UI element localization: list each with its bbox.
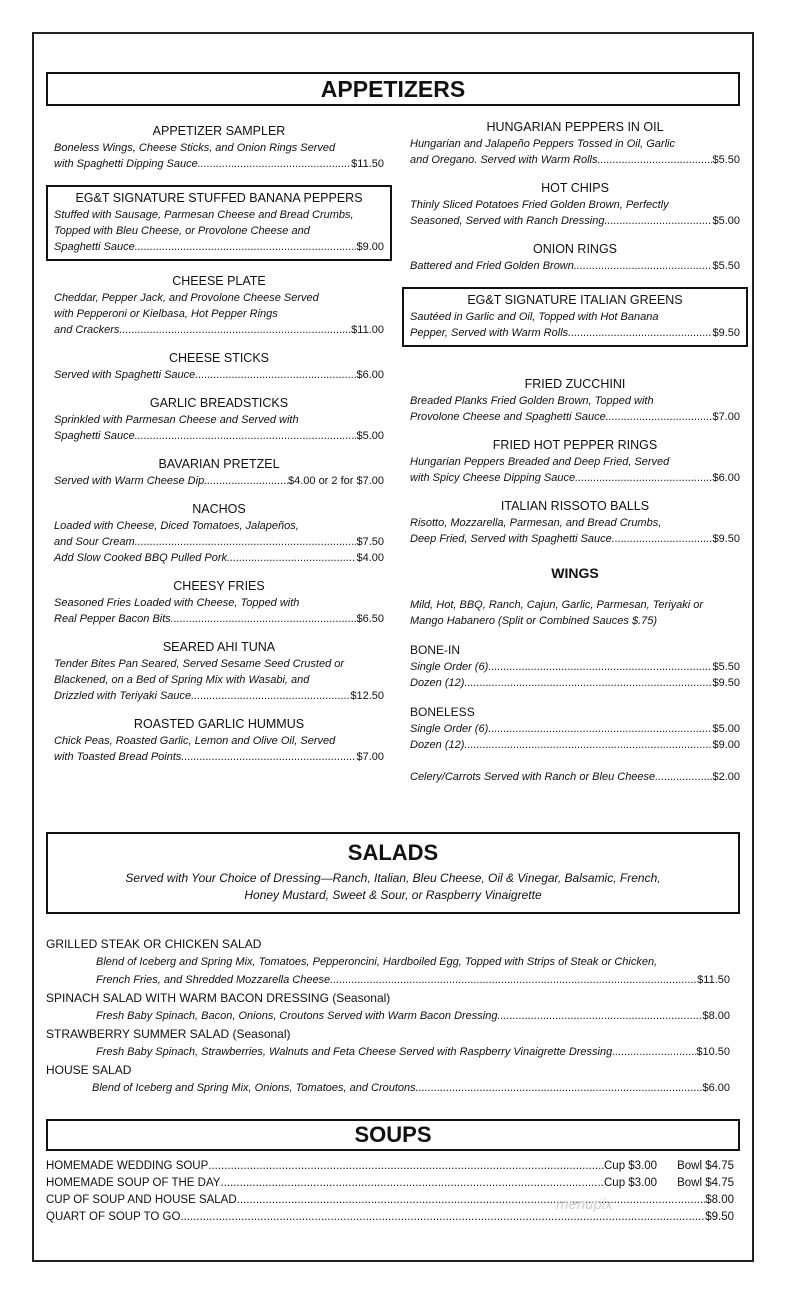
soup-price: $9.50	[705, 1211, 734, 1223]
item-name: ROASTED GARLIC HUMMUS	[133, 717, 305, 731]
item-name: HUNGARIAN PEPPERS IN OIL	[486, 120, 664, 134]
item-desc: Real Pepper Bacon Bits	[54, 613, 171, 625]
item-name: CHEESE PLATE	[172, 274, 266, 288]
item-desc: Thinly Sliced Potatoes Fried Golden Brown, Perfectly	[410, 199, 669, 211]
item-name: APPETIZER SAMPLER	[152, 124, 286, 138]
item-name: BAVARIAN PRETZEL	[158, 457, 280, 471]
menu-item-stuffed-banana-peppers	[46, 185, 392, 261]
salad-name: HOUSE SALAD	[46, 1063, 132, 1077]
item-price: $9.50	[712, 327, 740, 339]
menu-item-hot-chips	[410, 181, 740, 229]
item-desc: Blackened, on a Bed of Spring Mix with Wasabi, and	[54, 674, 310, 686]
appetizers-right-column	[410, 120, 740, 785]
menu-item-hungarian-peppers	[410, 120, 740, 168]
item-desc: Seasoned Fries Loaded with Cheese, Topped with	[54, 597, 300, 609]
item-price: $6.00	[356, 369, 384, 381]
menu-item-cheese-sticks	[54, 351, 384, 383]
soup-row	[46, 1209, 734, 1226]
item-price: $5.50	[712, 154, 740, 166]
salad-item	[46, 1025, 730, 1061]
salad-price: .$6.00	[699, 1082, 730, 1094]
soup-name: QUART OF SOUP TO GO	[46, 1211, 181, 1223]
item-desc: Seasoned, Served with Ranch Dressing	[410, 215, 605, 227]
item-price: $7.00	[356, 751, 384, 763]
salad-price: $8.00	[702, 1010, 730, 1022]
item-desc: with Spaghetti Dipping Sauce	[54, 158, 198, 170]
item-price: $5.00	[712, 215, 740, 227]
salad-name: GRILLED STEAK OR CHICKEN SALAD	[46, 937, 262, 951]
item-desc: Risotto, Mozzarella, Parmesan, and Bread Crumbs,	[410, 517, 662, 529]
item-desc: Sautéed in Garlic and Oil, Topped with Hot Banana	[410, 311, 659, 323]
item-desc: Spaghetti Sauce	[54, 241, 135, 253]
wings-sauces: Mango Habanero (Split or Combined Sauces $.75)	[410, 615, 658, 627]
salad-desc: Fresh Baby Spinach, Bacon, Onions, Croutons Served with Warm Bacon Dressing	[96, 1010, 498, 1022]
soups-header: SOUPS	[46, 1119, 740, 1151]
item-name: CHEESY FRIES	[173, 579, 265, 593]
item-desc: Cheddar, Pepper Jack, and Provolone Cheese Served	[54, 292, 319, 304]
soup-row	[46, 1192, 734, 1209]
item-desc: with Toasted Bread Points	[54, 751, 182, 763]
salad-name: SPINACH SALAD WITH WARM BACON DRESSING (Seasonal)	[46, 991, 391, 1005]
watermark: menupix	[556, 1196, 613, 1213]
item-name: ONION RINGS	[532, 242, 618, 256]
salad-item	[46, 1061, 730, 1097]
wings-title: WINGS	[551, 565, 599, 581]
salad-name: STRAWBERRY SUMMER SALAD (Seasonal)	[46, 1027, 291, 1041]
item-name: NACHOS	[192, 502, 246, 516]
item-desc: Sprinkled with Parmesan Cheese and Served with	[54, 414, 299, 426]
item-desc: Pepper, Served with Warm Rolls	[410, 327, 569, 339]
menu-item-fried-hot-pepper-rings	[410, 438, 740, 486]
item-desc: Hungarian Peppers Breaded and Deep Fried, Served	[410, 456, 670, 468]
menu-item-cheesy-fries	[54, 579, 384, 627]
item-desc: Tender Bites Pan Seared, Served Sesame Seed Crusted or	[54, 658, 345, 670]
item-name: FRIED ZUCCHINI	[524, 377, 626, 391]
wings-option: Dozen (12).	[410, 739, 468, 751]
wings-side: Celery/Carrots Served with Ranch or Bleu Cheese	[410, 771, 656, 783]
item-price: $5.00	[712, 723, 740, 735]
wings-boneless-heading: BONELESS	[410, 705, 475, 719]
salad-price: $11.50	[697, 974, 730, 986]
item-price: $11.50	[351, 158, 384, 170]
item-price: $7.00	[712, 411, 740, 423]
item-price: $5.50	[712, 260, 740, 272]
salad-desc: French Fries, and Shredded Mozzarella Cheese	[96, 974, 331, 986]
item-price: $11.00	[351, 324, 384, 336]
menu-item-roasted-garlic-hummus	[54, 717, 384, 765]
item-desc: Deep Fried, Served with Spaghetti Sauce	[410, 533, 612, 545]
item-desc: Served with Warm Cheese Dip	[54, 475, 205, 487]
salad-item	[46, 935, 730, 989]
item-price: $5.50	[712, 661, 740, 673]
item-desc: Topped with Bleu Cheese, or Provolone Cheese and	[54, 225, 310, 237]
item-desc: Spaghetti Sauce	[54, 430, 135, 442]
item-price: $9.50	[712, 677, 740, 689]
item-desc: Stuffed with Sausage, Parmesan Cheese and Bread Crumbs,	[54, 209, 354, 221]
salads-header-box	[46, 832, 740, 914]
salad-desc: Fresh Baby Spinach, Strawberries, Walnuts and Feta Cheese Served with Raspberry Vinaigrette Dressing	[96, 1046, 613, 1058]
salad-desc: Blend of Iceberg and Spring Mix, Onions, Tomatoes, and Croutons	[92, 1082, 416, 1094]
item-name: GARLIC BREADSTICKS	[149, 396, 289, 410]
soup-name: HOMEMADE SOUP OF THE DAY	[46, 1177, 221, 1189]
menu-item-bavarian-pretzel	[54, 457, 384, 489]
salads-dressing-desc: Served with Your Choice of Dressing—Ranch, Italian, Bleu Cheese, Oil & Vinegar, Balsamic, French,	[125, 871, 661, 885]
item-price: $7.50	[356, 536, 384, 548]
item-name: EG&T SIGNATURE ITALIAN GREENS	[467, 293, 683, 307]
menu-item-onion-rings	[410, 242, 740, 274]
item-desc: Hungarian and Jalapeño Peppers Tossed in Oil, Garlic	[410, 138, 675, 150]
salads-title: SALADS	[347, 840, 439, 865]
soup-cup-price: Cup $3.00	[604, 1160, 658, 1172]
soup-bowl-price: Bowl $4.75	[677, 1177, 734, 1189]
salad-desc: Blend of Iceberg and Spring Mix, Tomatoes, Pepperoncini, Hardboiled Egg, Topped with Strips of Steak or Chicken,	[96, 956, 658, 968]
item-price: $4.00 or 2 for $7.00	[287, 475, 384, 487]
appetizers-left-column	[54, 124, 384, 778]
item-price: $9.50	[712, 533, 740, 545]
salad-item	[46, 989, 730, 1025]
item-desc: and Oregano. Served with Warm Rolls	[410, 154, 598, 166]
appetizers-header: APPETIZERS	[46, 72, 740, 106]
item-name: FRIED HOT PEPPER RINGS	[492, 438, 658, 452]
salads-dressing-desc: Honey Mustard, Sweet & Sour, or Raspberry Vinaigrette	[244, 888, 542, 902]
wings-sauces: Mild, Hot, BBQ, Ranch, Cajun, Garlic, Parmesan, Teriyaki or	[410, 599, 704, 611]
menu-item-fried-zucchini	[410, 377, 740, 425]
item-desc: Battered and Fried Golden Brown	[410, 260, 574, 272]
menu-item-appetizer-sampler	[54, 124, 384, 172]
item-name: EG&T SIGNATURE STUFFED BANANA PEPPERS	[75, 191, 363, 205]
soup-row	[46, 1158, 734, 1175]
item-desc: Loaded with Cheese, Diced Tomatoes, Jalapeños,	[54, 520, 299, 532]
item-desc: Drizzled with Teriyaki Sauce	[54, 690, 192, 702]
item-addon: Add Slow Cooked BBQ Pulled Pork	[54, 552, 228, 564]
menu-item-seared-ahi-tuna	[54, 640, 384, 704]
item-desc: Breaded Planks Fried Golden Brown, Topped with	[410, 395, 654, 407]
salad-price: $10.50	[696, 1046, 730, 1058]
menu-item-italian-rissoto-balls	[410, 499, 740, 547]
soup-price: $8.00	[705, 1194, 734, 1206]
soups-list	[46, 1158, 734, 1226]
item-price: $2.00	[712, 771, 740, 783]
item-price: $12.50	[350, 690, 384, 702]
item-desc: Chick Peas, Roasted Garlic, Lemon and Olive Oil, Served	[54, 735, 336, 747]
soup-row	[46, 1175, 734, 1192]
item-price: $6.50	[356, 613, 384, 625]
item-desc: Served with Spaghetti Sauce	[54, 369, 196, 381]
salads-list	[46, 935, 730, 1097]
menu-item-garlic-breadsticks	[54, 396, 384, 444]
wings-option: Dozen (12)	[410, 677, 465, 689]
wings-option: Single Order (6)	[410, 661, 489, 673]
item-price: $9.00	[712, 739, 740, 751]
item-price: $9.00	[356, 241, 384, 253]
item-desc: Provolone Cheese and Spaghetti Sauce	[410, 411, 606, 423]
item-price: $6.00	[712, 472, 740, 484]
wings-option: Single Order (6)	[410, 723, 489, 735]
soup-bowl-price: Bowl $4.75	[677, 1160, 734, 1172]
item-desc: with Spicy Cheese Dipping Sauce	[410, 472, 576, 484]
menu-item-italian-greens	[402, 287, 748, 347]
item-price: $4.00	[356, 552, 384, 564]
item-name: SEARED AHI TUNA	[162, 640, 276, 654]
item-name: ITALIAN RISSOTO BALLS	[500, 499, 650, 513]
item-desc: and Sour Cream	[54, 536, 135, 548]
item-desc: and Crackers	[54, 324, 120, 336]
item-desc: with Pepperoni or Kielbasa, Hot Pepper Rings	[54, 308, 278, 320]
menu-item-cheese-plate	[54, 274, 384, 338]
soup-name: HOMEMADE WEDDING SOUP	[46, 1160, 209, 1172]
wings-bone-in-heading: BONE-IN	[410, 643, 461, 657]
item-name: HOT CHIPS	[541, 181, 609, 195]
item-price: $5.00	[356, 430, 384, 442]
soup-name: CUP OF SOUP AND HOUSE SALAD	[46, 1194, 237, 1206]
menu-item-nachos	[54, 502, 384, 566]
item-name: CHEESE STICKS	[168, 351, 270, 365]
item-desc: Boneless Wings, Cheese Sticks, and Onion Rings Served	[54, 142, 336, 154]
soup-cup-price: Cup $3.00	[604, 1177, 658, 1189]
